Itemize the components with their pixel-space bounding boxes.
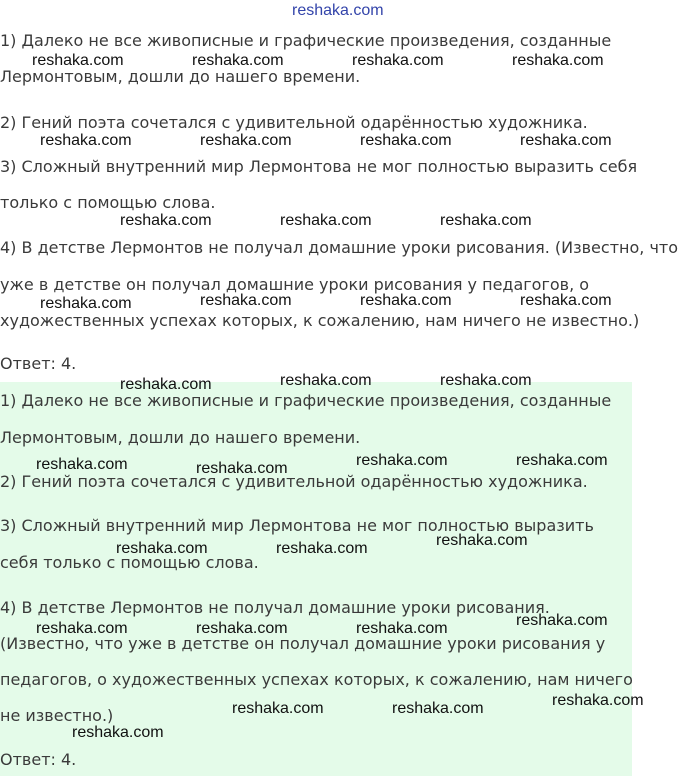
watermark: reshaka.com [72, 724, 164, 741]
site-header-link[interactable]: reshaka.com [292, 2, 384, 19]
solution-option-4-line-1: 4) В детстве Лермонтов не получал домашние уроки рисования. [0, 598, 550, 617]
task-option-3-line-1: 3) Сложный внутренний мир Лермонтова не мог полностью выразить себя [0, 157, 638, 176]
watermark: reshaka.com [356, 620, 448, 637]
watermark: reshaka.com [516, 612, 608, 629]
watermark: reshaka.com [280, 212, 372, 229]
watermark: reshaka.com [232, 700, 324, 717]
task-option-3-line-2: только с помощью слова. [0, 193, 216, 212]
watermark: reshaka.com [520, 132, 612, 149]
watermark: reshaka.com [200, 292, 292, 309]
solution-option-4-line-3: педагогов, о художественных успехах которых, к сожалению, нам ничего [0, 670, 633, 689]
watermark: reshaka.com [280, 372, 372, 389]
watermark: reshaka.com [440, 372, 532, 389]
watermark: reshaka.com [360, 292, 452, 309]
watermark: reshaka.com [40, 132, 132, 149]
watermark: reshaka.com [120, 212, 212, 229]
watermark: reshaka.com [392, 700, 484, 717]
task-option-1-line-1: 1) Далеко не все живописные и графические произведения, созданные [0, 31, 612, 50]
watermark: reshaka.com [356, 452, 448, 469]
task-answer: Ответ: 4. [0, 354, 77, 373]
task-option-4-line-1: 4) В детстве Лермонтов не получал домашние уроки рисования. (Известно, что [0, 238, 678, 257]
solution-option-1-line-2: Лермонтовым, дошли до нашего времени. [0, 428, 361, 447]
solution-option-2: 2) Гений поэта сочетался с удивительной одарённостью художника. [0, 472, 588, 491]
watermark: reshaka.com [552, 692, 644, 709]
watermark: reshaka.com [520, 292, 612, 309]
watermark: reshaka.com [116, 540, 208, 557]
watermark: reshaka.com [512, 52, 604, 69]
watermark: reshaka.com [40, 295, 132, 312]
watermark: reshaka.com [36, 456, 128, 473]
watermark: reshaka.com [436, 532, 528, 549]
watermark: reshaka.com [360, 132, 452, 149]
watermark: reshaka.com [276, 540, 368, 557]
solution-option-4-line-4: не известно.) [0, 706, 114, 725]
task-option-2: 2) Гений поэта сочетался с удивительной одарённостью художника. [0, 113, 588, 132]
watermark: reshaka.com [440, 212, 532, 229]
watermark: reshaka.com [516, 452, 608, 469]
solution-option-3-line-2: себя только с помощью слова. [0, 553, 259, 572]
watermark: reshaka.com [196, 460, 288, 477]
solution-option-4-line-2: (Известно, что уже в детстве он получал домашние уроки рисования у [0, 634, 606, 653]
solution-option-1-line-1: 1) Далеко не все живописные и графические произведения, созданные [0, 391, 612, 410]
task-option-4-line-3: художественных успехах которых, к сожалению, нам ничего не известно.) [0, 311, 640, 330]
watermark: reshaka.com [120, 376, 212, 393]
watermark: reshaka.com [196, 620, 288, 637]
watermark: reshaka.com [192, 52, 284, 69]
solution-option-3-line-1: 3) Сложный внутренний мир Лермонтова не мог полностью выразить [0, 516, 594, 535]
task-option-1-line-2: Лермонтовым, дошли до нашего времени. [0, 67, 361, 86]
watermark: reshaka.com [32, 52, 124, 69]
watermark: reshaka.com [352, 52, 444, 69]
watermark: reshaka.com [200, 132, 292, 149]
watermark: reshaka.com [36, 620, 128, 637]
task-option-4-line-2: уже в детстве он получал домашние уроки рисования у педагогов, о [0, 275, 590, 294]
solution-answer: Ответ: 4. [0, 750, 77, 769]
